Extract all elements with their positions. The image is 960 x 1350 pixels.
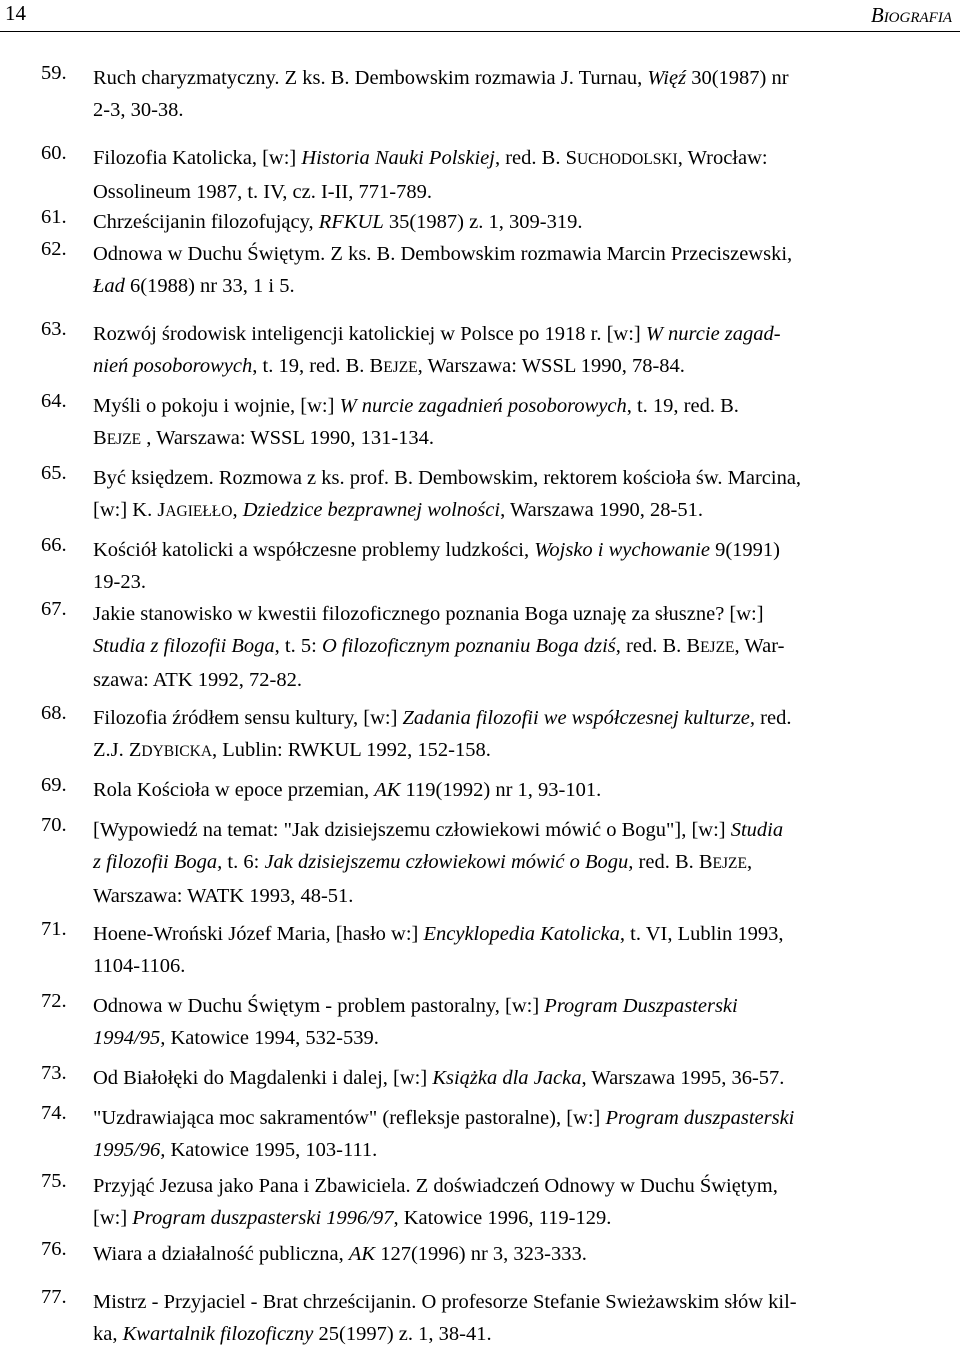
entry-line [93, 598, 953, 630]
text-segment: Jakie stanowisko w kwestii filozoficznego poznania Boga uznaję za słuszne? [w:] [93, 603, 764, 625]
text-segment: Rozwój środowisk inteligencji katolickiej w Polsce po 1918 r. [w:] [93, 323, 646, 345]
italic-title: Studia [730, 819, 784, 841]
text-segment: [Wypowiedź na temat: "Jak dzisiejszemu człowiekowi mówić o Bogu"], [w:] [93, 819, 731, 841]
entry-text [93, 142, 953, 208]
text-segment: Wiara a działalność publiczna, [93, 1243, 349, 1265]
small-caps-name: EJZE [383, 359, 418, 376]
entry-text [93, 990, 953, 1054]
text-segment: red. [755, 707, 792, 729]
text-segment: , t. 19, red. B. [626, 395, 739, 417]
entry-number: 75. [41, 1170, 67, 1192]
italic-title: Historia Nauki Polskiej [301, 147, 495, 169]
text-segment: szawa: ATK 1992, 72-82. [93, 669, 302, 691]
text-segment: Odnowa w Duchu Świętym. Z ks. B. Dembowskim rozmawia Marcin Przeciszewski, [93, 243, 793, 265]
italic-title: Zadania filozofii we współczesnej kulturze, [402, 707, 756, 729]
entry-line [93, 1102, 953, 1134]
text-segment: Filozofia Katolicka, [w:] [93, 147, 302, 169]
entry-text [93, 598, 953, 696]
entry-line [93, 846, 953, 880]
text-segment: Chrześcijanin filozofujący, [93, 211, 319, 233]
small-caps-name: EJZE [700, 639, 735, 656]
text-segment: Z.J. Z [93, 739, 142, 761]
italic-title: Studia z filozofii Boga [93, 635, 275, 657]
entry-line [93, 1062, 953, 1094]
entry-line [93, 494, 953, 528]
text-segment: 119(1992) nr 1, 93-101. [400, 779, 602, 801]
entry-number: 69. [41, 774, 67, 796]
italic-title: 1995/96, [93, 1139, 166, 1161]
text-segment: 30(1987) nr [686, 67, 789, 89]
text-segment: , Warszawa 1990, 28-51. [500, 499, 704, 521]
text-segment: 2-3, 30-38. [93, 99, 184, 121]
running-head-initial: B [870, 3, 884, 27]
page-header [0, 0, 960, 33]
entry-line [93, 94, 953, 126]
text-segment: 35(1987) z. 1, 309-319. [383, 211, 583, 233]
text-segment: ka, [93, 1323, 123, 1345]
text-segment: red. B. B [633, 851, 713, 873]
italic-title: Encyklopedia Katolicka [423, 923, 620, 945]
entry-number: 74. [41, 1102, 67, 1124]
text-segment: Mistrz - Przyjaciel - Brat chrześcijanin. O profesorze Stefanie Swieżawskim słów kil- [93, 1291, 797, 1313]
entry-text [93, 390, 953, 456]
text-segment: 25(1997) z. 1, 38-41. [313, 1323, 492, 1345]
entry-number: 62. [41, 238, 67, 260]
entry-text [93, 462, 953, 528]
entry-text [93, 774, 953, 806]
text-segment: , t. VI, Lublin 1993, [619, 923, 784, 945]
entry-line [93, 774, 953, 806]
text-segment: Katowice 1995, 103-111. [165, 1139, 378, 1161]
text-segment: , War- [734, 635, 785, 657]
text-segment: t. 6: [222, 851, 265, 873]
text-segment: Być księdzem. Rozmowa z ks. prof. B. Dembowskim, rektorem kościoła św. Marcina, [93, 467, 802, 489]
text-segment: , t. 5: [274, 635, 322, 657]
text-segment: "Uzdrawiająca moc sakramentów" (refleksje pastoralne), [w:] [93, 1107, 606, 1129]
italic-title: W nurcie zagad- [645, 323, 781, 345]
text-segment: , [232, 499, 243, 521]
italic-title: Ład [93, 275, 125, 297]
entry-text [93, 918, 953, 982]
entry-line [93, 318, 953, 350]
text-segment: 1104-1106. [93, 955, 186, 977]
entry-line [93, 62, 953, 94]
entry-line [93, 918, 953, 950]
entry-line [93, 664, 953, 696]
entry-number: 61. [41, 206, 67, 228]
italic-title: Program duszpasterski 1996/97 [132, 1207, 394, 1229]
text-segment: [w:] K. J [93, 499, 166, 521]
entry-number: 71. [41, 918, 67, 940]
entry-line [93, 390, 953, 422]
italic-title: Kwartalnik filozoficzny [122, 1323, 314, 1345]
italic-title: Jak dzisiejszemu człowiekowi mówić o Bogu, [264, 851, 634, 873]
entry-number: 77. [41, 1286, 67, 1308]
text-segment: Kościół katolicki a współczesne problemy ludzkości, [93, 539, 535, 561]
text-segment: , Warszawa 1995, 36-57. [581, 1067, 785, 1089]
entry-text [93, 534, 953, 598]
text-segment: Rola Kościoła w epoce przemian, [93, 779, 375, 801]
text-segment: B [93, 427, 107, 449]
entry-text [93, 702, 953, 768]
italic-title: Książka dla Jacka [432, 1067, 582, 1089]
text-segment: 9(1991) [709, 539, 781, 561]
entry-text [93, 1062, 953, 1094]
entry-line [93, 1318, 953, 1350]
header-rule [0, 31, 960, 32]
entry-line [93, 1022, 953, 1054]
entry-text [93, 814, 953, 912]
entry-text [93, 206, 953, 238]
italic-title: z filozofii Boga, [93, 851, 223, 873]
text-segment: , Wrocław: [677, 147, 768, 169]
text-segment: Katowice 1994, 532-539. [165, 1027, 379, 1049]
text-segment: , Katowice 1996, 119-129. [393, 1207, 612, 1229]
entry-line [93, 880, 953, 912]
entry-line [93, 534, 953, 566]
text-segment: , Lublin: RWKUL 1992, 152-158. [212, 739, 491, 761]
text-segment: Myśli o pokoju i wojnie, [w:] [93, 395, 340, 417]
entry-line [93, 142, 953, 176]
entry-line [93, 566, 953, 598]
text-segment: 19-23. [93, 571, 146, 593]
entry-line [93, 462, 953, 494]
entry-number: 76. [41, 1238, 67, 1260]
running-head [871, 3, 952, 28]
italic-title: AK [374, 779, 401, 801]
entry-line [93, 630, 953, 664]
entry-line [93, 1134, 953, 1166]
small-caps-name: AGIEŁŁO [165, 503, 233, 520]
entry-number: 73. [41, 1062, 67, 1084]
text-segment: , [746, 851, 753, 873]
entry-number: 60. [41, 142, 67, 164]
text-segment: Odnowa w Duchu Świętym - problem pastoralny, [w:] [93, 995, 545, 1017]
entry-line [93, 176, 953, 208]
page-number: 14 [5, 1, 26, 25]
entry-line [93, 1238, 953, 1270]
entry-number: 64. [41, 390, 67, 412]
entry-line [93, 350, 953, 384]
text-segment: Ossolineum 1987, t. IV, cz. I-II, 771-789. [93, 181, 432, 203]
running-head-rest: IOGRAFIA [883, 10, 952, 26]
italic-title: W nurcie zagadnień posoborowych [339, 395, 627, 417]
entry-line [93, 950, 953, 982]
italic-title: Więź [647, 67, 687, 89]
small-caps-name: UCHODOLSKI [576, 151, 678, 168]
entry-line [93, 238, 953, 270]
entry-line [93, 814, 953, 846]
small-caps-name: EJZE [712, 855, 747, 872]
text-segment: Filozofia źródłem sensu kultury, [w:] [93, 707, 403, 729]
entry-number: 68. [41, 702, 67, 724]
text-segment: , Warszawa: WSSL 1990, 131-134. [141, 427, 435, 449]
text-segment: [w:] [93, 1207, 133, 1229]
italic-title: Wojsko i wychowanie [534, 539, 710, 561]
entry-text [93, 1102, 953, 1166]
italic-title: 1994/95, [93, 1027, 166, 1049]
text-segment: Ruch charyzmatyczny. Z ks. B. Dembowskim rozmawia J. Turnau, [93, 67, 648, 89]
small-caps-name: DYBICKA [141, 743, 213, 760]
text-segment: Przyjąć Jezusa jako Pana i Zbawiciela. Z doświadczeń Odnowy w Duchu Świętym, [93, 1175, 778, 1197]
text-segment: , t. 19, red. B. B [252, 355, 384, 377]
entry-line [93, 422, 953, 456]
italic-title: Program duszpasterski [605, 1107, 795, 1129]
text-segment: Od Białołęki do Magdalenki i dalej, [w:] [93, 1067, 433, 1089]
entry-text [93, 238, 953, 302]
entry-number: 72. [41, 990, 67, 1012]
entry-line [93, 1202, 953, 1234]
entry-text [93, 62, 953, 126]
text-segment: , red. B. S [494, 147, 577, 169]
text-segment: 127(1996) nr 3, 323-333. [375, 1243, 587, 1265]
entry-number: 59. [41, 62, 67, 84]
entry-number: 67. [41, 598, 67, 620]
entry-number: 65. [41, 462, 67, 484]
text-segment: 6(1988) nr 33, 1 i 5. [124, 275, 295, 297]
entry-line [93, 206, 953, 238]
text-segment: Hoene-Wroński Józef Maria, [hasło w:] [93, 923, 424, 945]
italic-title: AK [348, 1243, 376, 1265]
entry-line [93, 990, 953, 1022]
italic-title: O filozoficznym poznaniu Boga dziś [321, 635, 616, 657]
entry-number: 63. [41, 318, 67, 340]
italic-title: RFKUL [318, 211, 384, 233]
entry-line [93, 734, 953, 768]
entry-line [93, 1286, 953, 1318]
text-segment: , Warszawa: WSSL 1990, 78-84. [417, 355, 685, 377]
text-segment: Warszawa: WATK 1993, 48-51. [93, 885, 354, 907]
entry-text [93, 1170, 953, 1234]
entry-number: 70. [41, 814, 67, 836]
entry-line [93, 702, 953, 734]
italic-title: nień posoborowych [93, 355, 253, 377]
entry-number: 66. [41, 534, 67, 556]
entry-text [93, 318, 953, 384]
entry-text [93, 1238, 953, 1270]
entry-line [93, 270, 953, 302]
text-segment: , red. B. B [615, 635, 701, 657]
entry-line [93, 1170, 953, 1202]
italic-title: Program Duszpasterski [544, 995, 738, 1017]
small-caps-name: EJZE [106, 431, 142, 448]
italic-title: Dziedzice bezprawnej wolności [242, 499, 501, 521]
entry-text [93, 1286, 953, 1350]
